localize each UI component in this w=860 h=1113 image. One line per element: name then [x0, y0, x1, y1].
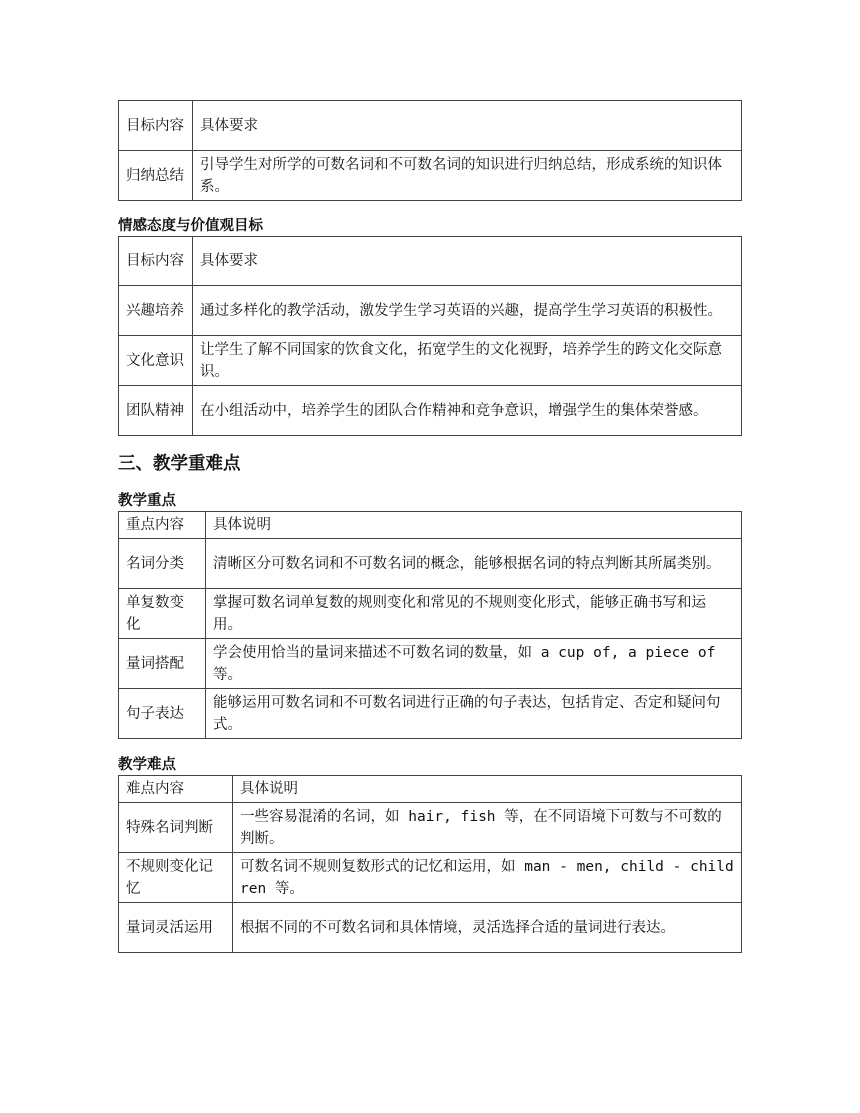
row-label: 特殊名词判断: [119, 803, 233, 853]
row-text: 可数名词不规则复数形式的记忆和运用，如 man - men, child - children 等。: [233, 853, 742, 903]
document-page: [118, 100, 742, 953]
table-row: [119, 639, 742, 689]
row-text: 能够运用可数名词和不可数名词进行正确的句子表达，包括肯定、否定和疑问句式。: [206, 689, 742, 739]
table-header-row: [119, 512, 742, 539]
row-label: 量词搭配: [119, 639, 206, 689]
section-subtitle-key: 教学重点: [118, 493, 176, 509]
row-text: 一些容易混淆的名词，如 hair, fish 等，在不同语境下可数与不可数的判断。: [233, 803, 742, 853]
row-text: 通过多样化的教学活动，激发学生学习英语的兴趣，提高学生学习英语的积极性。: [193, 286, 742, 336]
row-text: 引导学生对所学的可数名词和不可数名词的知识进行归纳总结，形成系统的知识体系。: [193, 151, 742, 201]
row-label: 文化意识: [119, 336, 193, 386]
key-points-table: [118, 511, 742, 739]
table-row: [119, 903, 742, 953]
header-cell: 目标内容: [119, 101, 193, 151]
row-label: 句子表达: [119, 689, 206, 739]
section-subtitle-emotion: 情感态度与价值观目标: [118, 218, 263, 234]
table-row: [119, 336, 742, 386]
row-label: 归纳总结: [119, 151, 193, 201]
table-row: [119, 853, 742, 903]
row-label: 团队精神: [119, 386, 193, 436]
row-label: 单复数变化: [119, 589, 206, 639]
row-label: 不规则变化记忆: [119, 853, 233, 903]
header-cell: 具体说明: [206, 512, 742, 539]
row-text: 学会使用恰当的量词来描述不可数名词的数量，如 a cup of, a piece of 等。: [206, 639, 742, 689]
table-row: [119, 539, 742, 589]
row-label: 名词分类: [119, 539, 206, 589]
header-cell: 具体要求: [193, 237, 742, 286]
table-header-row: [119, 237, 742, 286]
table-row: [119, 589, 742, 639]
table-row: [119, 803, 742, 853]
header-cell: 具体要求: [193, 101, 742, 151]
table-row: [119, 689, 742, 739]
header-cell: 具体说明: [233, 776, 742, 803]
section-heading: 三、教学重难点: [118, 454, 241, 474]
table-header-row: [119, 776, 742, 803]
section-subtitle-difficult: 教学难点: [118, 757, 176, 773]
row-text: 清晰区分可数名词和不可数名词的概念，能够根据名词的特点判断其所属类别。: [206, 539, 742, 589]
row-text: 根据不同的不可数名词和具体情境，灵活选择合适的量词进行表达。: [233, 903, 742, 953]
header-cell: 难点内容: [119, 776, 233, 803]
row-text: 在小组活动中，培养学生的团队合作精神和竞争意识，增强学生的集体荣誉感。: [193, 386, 742, 436]
header-cell: 重点内容: [119, 512, 206, 539]
difficult-points-table: [118, 775, 742, 953]
row-text: 掌握可数名词单复数的规则变化和常见的不规则变化形式，能够正确书写和运用。: [206, 589, 742, 639]
header-cell: 目标内容: [119, 237, 193, 286]
row-label: 兴趣培养: [119, 286, 193, 336]
table-row: [119, 151, 742, 201]
table-row: [119, 386, 742, 436]
table-row: [119, 286, 742, 336]
row-text: 让学生了解不同国家的饮食文化，拓宽学生的文化视野，培养学生的跨文化交际意识。: [193, 336, 742, 386]
emotion-goal-table: [118, 236, 742, 436]
goal-table-continued: [118, 100, 742, 201]
row-label: 量词灵活运用: [119, 903, 233, 953]
table-header-row: [119, 101, 742, 151]
